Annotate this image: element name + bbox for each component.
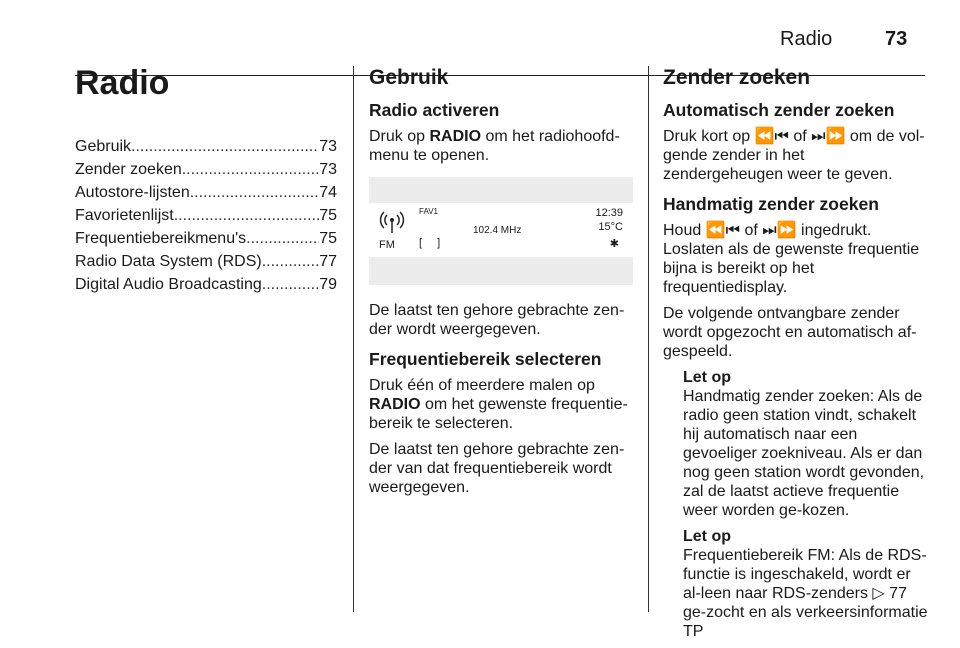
subsection-heading: Frequentiebereik selecteren [369, 349, 602, 369]
toc-item[interactable] [75, 183, 337, 206]
toc-leader [131, 137, 319, 160]
toc-item[interactable] [75, 252, 337, 275]
toc-page: 73 [319, 161, 337, 178]
toc-page: 75 [319, 230, 337, 247]
toc-label: Gebruik [75, 138, 132, 155]
temperature-readout: 15°C [598, 221, 623, 233]
toc-leader [190, 183, 319, 206]
section-heading: Gebruik [369, 66, 449, 89]
toc-label: Autostore-lijsten [75, 184, 190, 201]
toc-leader [262, 252, 319, 275]
gebruik-column [369, 60, 633, 504]
toc-item[interactable] [75, 275, 337, 298]
page-header [0, 28, 960, 48]
paragraph: Houd ⏪⏮ of ⏭⏩ ingedrukt. Loslaten als de gewenste frequentie bijna is bereikt op het frequentiedisplay. [663, 222, 920, 296]
toc-label: Radio Data System (RDS) [75, 253, 262, 270]
note-label: Let op [683, 369, 731, 386]
paragraph: Druk één of meerdere malen op RADIO om het gewenste frequentie-bereik te selecteren. [369, 377, 628, 432]
paragraph: De laatst ten gehore gebrachte zen-der wordt weergegeven. [369, 302, 625, 338]
antenna-icon [379, 209, 405, 235]
toc-label: Frequentiebereikmenu's [75, 230, 247, 247]
toc-label: Digital Audio Broadcasting [75, 276, 262, 293]
toc-list [75, 137, 337, 298]
subsection-heading: Handmatig zender zoeken [663, 194, 879, 214]
toc-leader [182, 160, 319, 183]
toc-page: 74 [319, 184, 337, 201]
radio-display-figure [369, 177, 633, 285]
note-text: Frequentiebereik FM: Als de RDS-functie is ingeschakeld, wordt er al-leen naar RDS-zenders ▷ 77 ge-zocht en als verkeersinformatie TP [683, 547, 928, 640]
toc-page: 73 [319, 138, 337, 155]
toc-page: 77 [319, 253, 337, 270]
toc-leader [174, 206, 320, 229]
toc-page: 75 [319, 207, 337, 224]
column-divider [648, 66, 649, 612]
chapter-title: Radio [75, 64, 170, 102]
paragraph: De laatst ten gehore gebrachte zen-der van dat frequentiebereik wordt weergegeven. [369, 441, 625, 496]
frequency-readout: 102.4 MHz [473, 225, 522, 236]
toc-item[interactable] [75, 137, 337, 160]
subsection-heading: Automatisch zender zoeken [663, 100, 895, 120]
paragraph: De volgende ontvangbare zender wordt opgezocht en automatisch af-gespeeld. [663, 305, 917, 360]
toc-label: Zender zoeken [75, 161, 182, 178]
clock-readout: 12:39 [595, 207, 623, 219]
preset-brackets: [ ] [419, 237, 447, 249]
band-label: FM [379, 239, 395, 251]
toc-item[interactable] [75, 229, 337, 252]
favourite-label: FAV1 [419, 207, 438, 216]
paragraph: Druk kort op ⏪⏮ of ⏭⏩ om de vol-gende zender in het zendergeheugen weer te geven. [663, 128, 925, 183]
toc-item[interactable] [75, 206, 337, 229]
subsection-heading: Radio activeren [369, 100, 500, 120]
toc-item[interactable] [75, 160, 337, 183]
page-number: 73 [885, 28, 908, 50]
toc-column [75, 60, 337, 298]
toc-label: Favorietenlijst [75, 207, 174, 224]
bluetooth-icon: ✱ [609, 238, 619, 250]
toc-leader [262, 275, 319, 298]
running-title: Radio [780, 28, 833, 50]
note-text: Handmatig zender zoeken: Als de radio geen station vindt, schakelt hij automatisch naar een gevoeliger zoekniveau. Als er dan nog geen station wordt gevonden, zal de laatst actieve frequentie weer worden ge-kozen. [683, 388, 925, 519]
paragraph: Druk op RADIO om het radiohoofd-menu te openen. [369, 128, 620, 164]
toc-leader [246, 229, 319, 252]
section-heading: Zender zoeken [663, 66, 811, 89]
radio-display-screen [369, 203, 633, 257]
zender-zoeken-column [663, 60, 928, 648]
note-label: Let op [683, 528, 731, 545]
column-divider [353, 66, 354, 612]
toc-page: 79 [319, 276, 337, 293]
note-box [683, 527, 928, 641]
note-box [683, 368, 928, 520]
